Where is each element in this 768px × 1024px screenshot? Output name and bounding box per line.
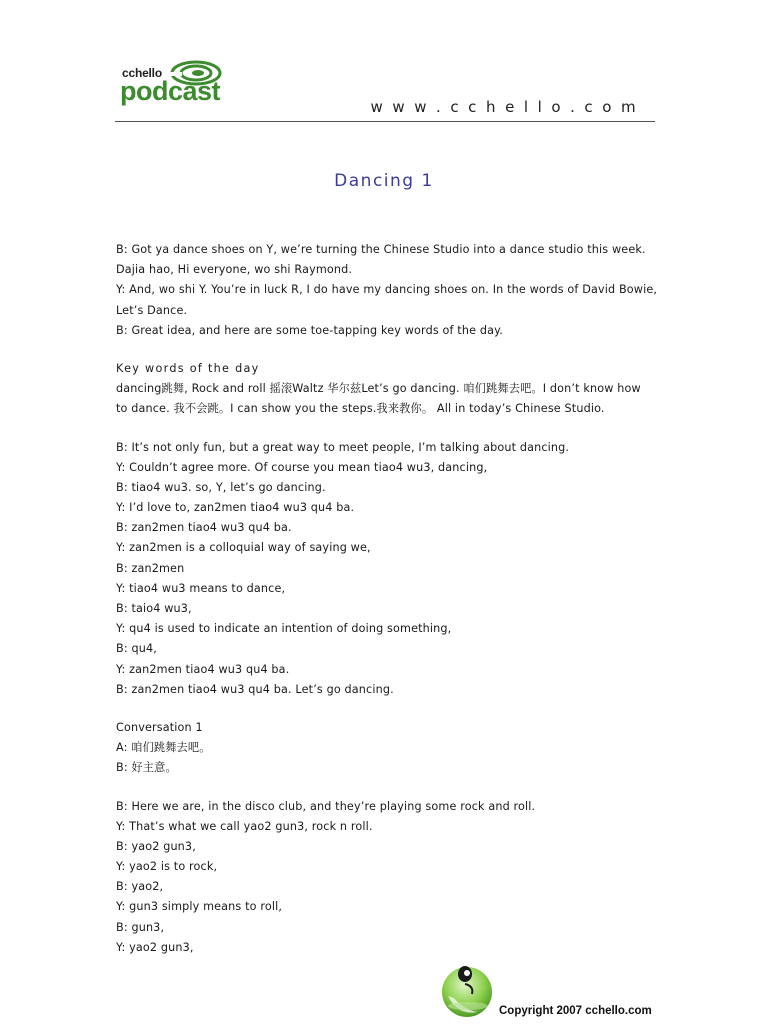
dialogue-section-1 [116, 438, 661, 700]
dialogue-line: Y: That’s what we call yao2 gun3, rock n roll. [116, 819, 373, 833]
text-line: dancing跳舞, Rock and roll 摇滚Waltz 华尔兹Let’s go dancing. 咱们跳舞去吧。I don’t know how [116, 382, 641, 396]
dialogue-line: B: zan2men tiao4 wu3 qu4 ba. [116, 521, 292, 535]
text-line: to dance. 我不会跳。I can show you the steps.我来教你。 All in today’s Chinese Studio. [116, 402, 605, 416]
text-line: B: Great idea, and here are some toe-tapping key words of the day. [116, 323, 503, 337]
dialogue-line: B: It’s not only fun, but a great way to meet people, I’m talking about dancing. [116, 440, 570, 454]
paragraph-gap [116, 420, 661, 438]
dialogue-line: B: taio4 wu3, [116, 602, 192, 615]
paragraph-gap [116, 700, 661, 718]
document-body [116, 240, 661, 958]
cchello-podcast-logo [118, 58, 228, 110]
document-title: Dancing 1 [334, 171, 434, 191]
intro-section [116, 240, 661, 341]
copyright-text: Copyright 2007 cchello.com [499, 1005, 652, 1017]
dialogue-line: Y: yao2 is to rock, [116, 860, 218, 874]
site-url[interactable]: w w w . c c h e l l o . c o m [370, 98, 638, 116]
dialogue-line: B: tiao4 wu3. so, Y, let’s go dancing. [116, 480, 326, 494]
dialogue-line: B: Here we are, in the disco club, and they’re playing some rock and roll. [116, 799, 536, 813]
dialogue-line: B: zan2men tiao4 wu3 qu4 ba. Let’s go dancing. [116, 682, 394, 696]
dialogue-line: Y: Couldn’t agree more. Of course you mean tiao4 wu3, dancing, [116, 460, 488, 474]
text-line: Dajia hao, Hi everyone, wo shi Raymond. [116, 263, 353, 277]
conversation-heading: Conversation 1 [116, 720, 203, 734]
dialogue-line: Y: gun3 simply means to roll, [116, 900, 283, 914]
dialogue-line: Y: qu4 is used to indicate an intention of doing something, [116, 622, 452, 636]
header-divider [115, 121, 655, 122]
dialogue-line: Y: zan2men tiao4 wu3 qu4 ba. [116, 662, 290, 676]
cchello-mascot-icon [438, 962, 496, 1020]
conversation-section [116, 718, 661, 779]
dialogue-line: Y: I’d love to, zan2men tiao4 wu3 qu4 ba. [116, 501, 355, 515]
text-line: Let’s Dance. [116, 303, 188, 317]
dialogue-line: Y: tiao4 wu3 means to dance, [116, 581, 286, 595]
text-line: B: Got ya dance shoes on Y, we’re turning the Chinese Studio into a dance studio this week. [116, 243, 646, 256]
dialogue-line: B: yao2, [116, 880, 164, 894]
dialogue-line: B: qu4, [116, 642, 157, 656]
dialogue-line: B: gun3, [116, 920, 165, 934]
paragraph-gap [116, 341, 661, 359]
keywords-section [116, 359, 661, 420]
logo-big-text: podcast [120, 76, 221, 106]
logo-small-text: cchello [122, 66, 162, 80]
conversation-line: B: 好主意。 [116, 761, 177, 775]
dialogue-line: Y: zan2men is a colloquial way of saying we, [116, 541, 371, 555]
dialogue-line: B: yao2 gun3, [116, 839, 196, 853]
conversation-line: A: 咱们跳舞去吧。 [116, 741, 211, 755]
text-line: Y: And, wo shi Y. You’re in luck R, I do have my dancing shoes on. In the words of David Bowie, [116, 283, 658, 297]
dialogue-section-2 [116, 797, 661, 959]
dialogue-line: B: zan2men [116, 561, 185, 575]
dialogue-line: Y: yao2 gun3, [116, 940, 194, 954]
keywords-heading: Key words of the day [116, 361, 260, 375]
paragraph-gap [116, 779, 661, 797]
